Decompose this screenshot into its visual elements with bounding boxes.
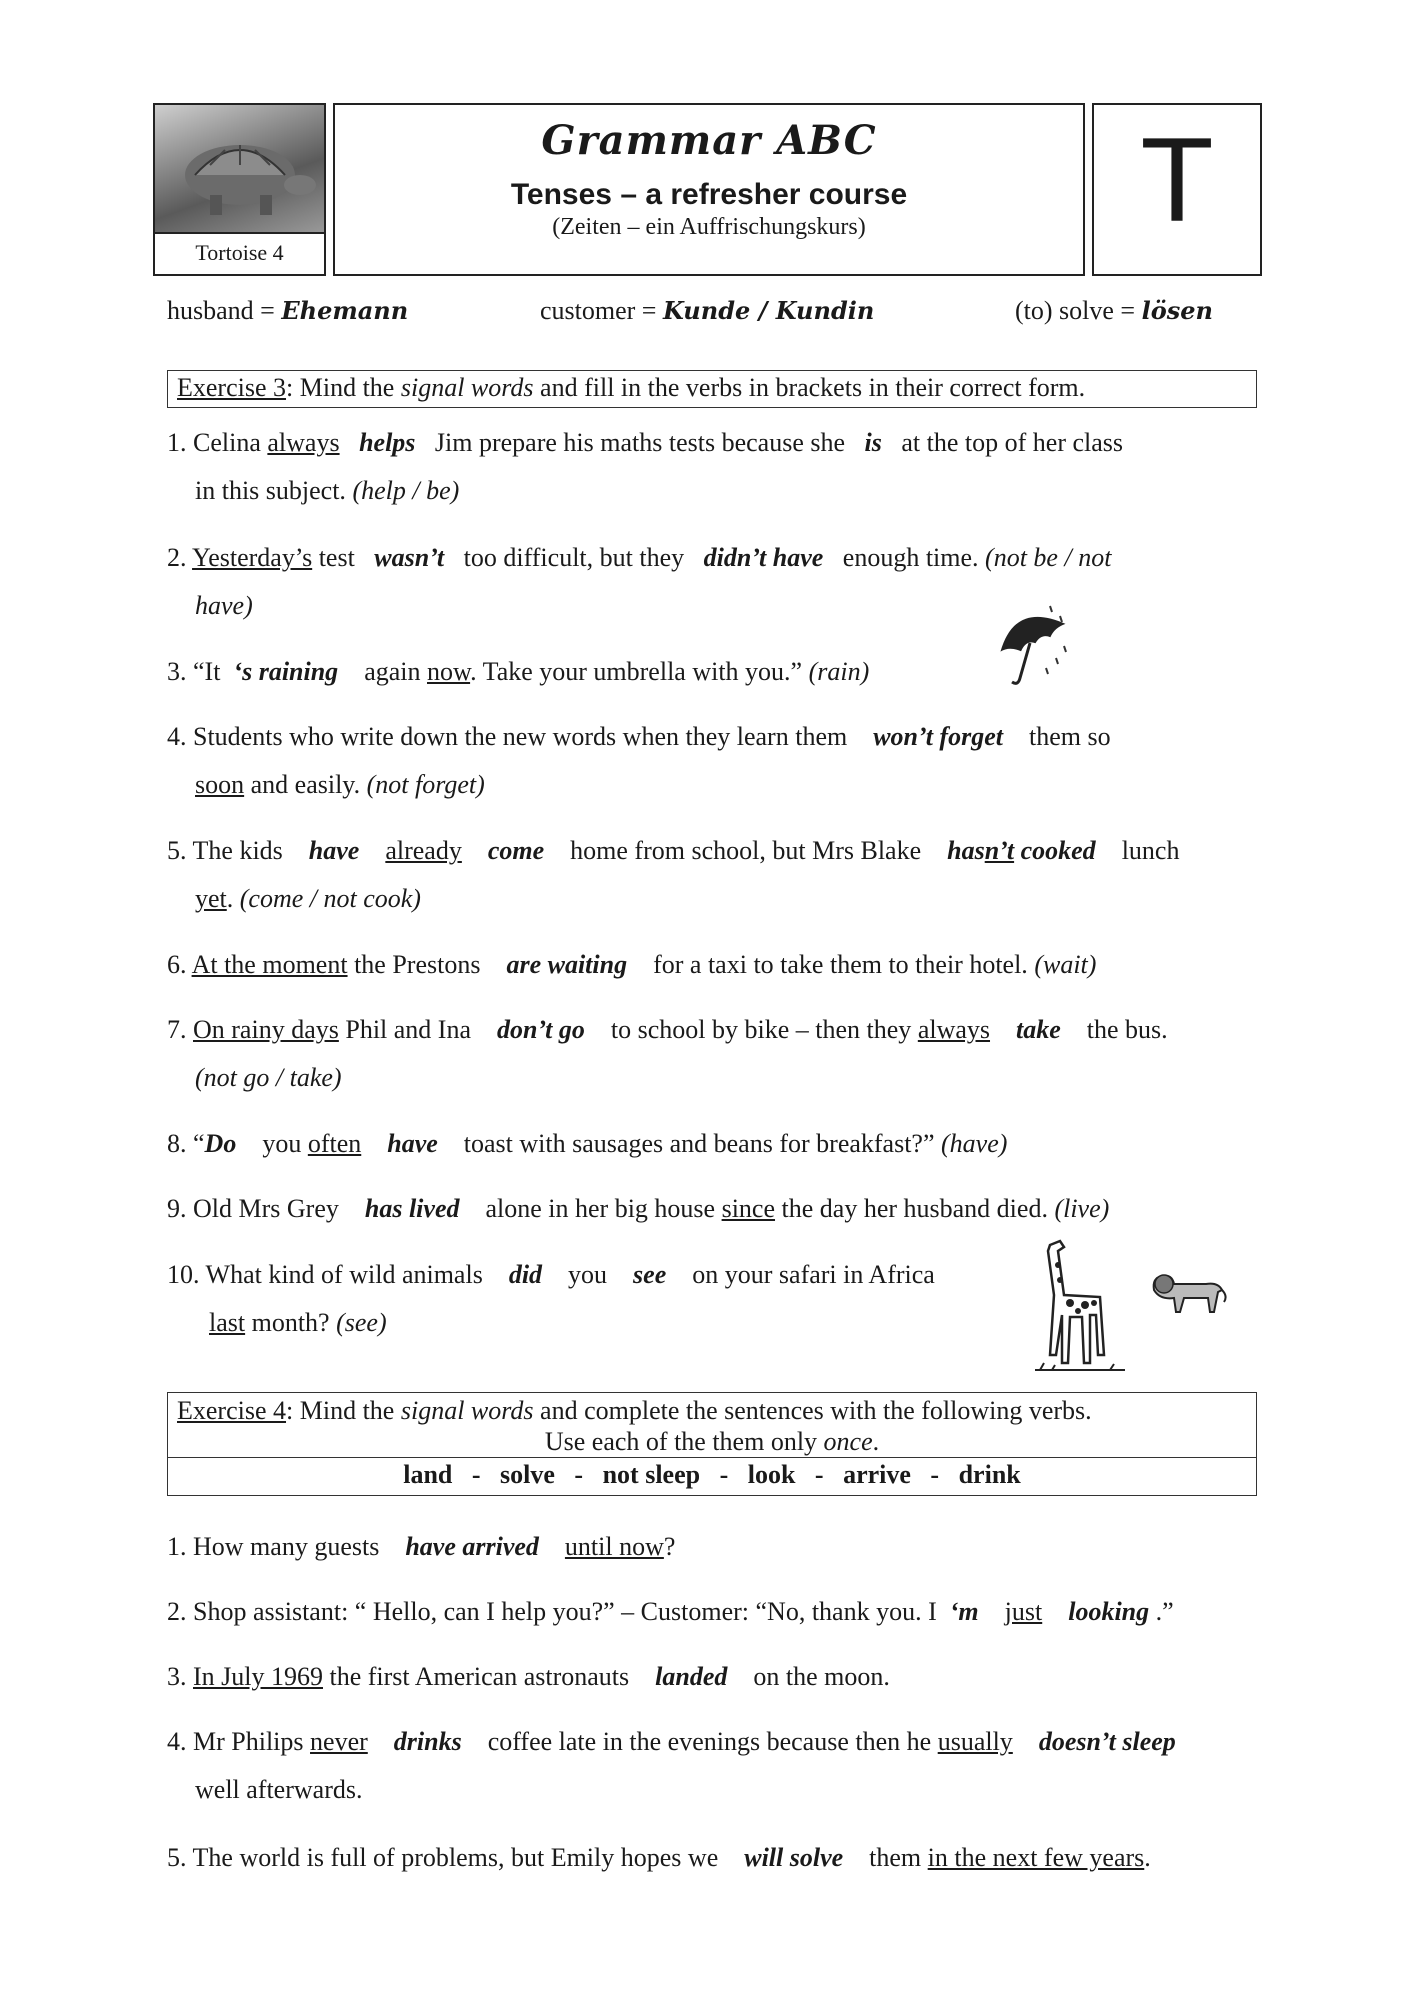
ex3-item-5-cont: yet. (come / not cook) [195,884,421,913]
ex3-item-1: 1. Celina always helps Jim prepare his maths tests because she is at the top of her class [167,428,1124,457]
ex3-item-4: 4. Students who write down the new words when they learn them won’t forget them so [167,722,1111,751]
ex4-verb-list: land - solve - not sleep - look - arrive - drink [168,1457,1256,1492]
lion-icon [1148,1270,1228,1323]
ex3-item-10: 10. What kind of wild animals did you see on your safari in Africa [167,1260,935,1289]
page-subtitle: Tenses – a refresher course [510,178,908,211]
tortoise-photo [155,105,324,235]
exercise-3-instructions: Exercise 3: Mind the signal words and fill in the verbs in brackets in their correct form. [167,370,1257,408]
umbrella-icon [990,598,1075,698]
ex4-instruction-line-2: Use each of the them only once. [544,1427,880,1456]
ex3-item-3: 3. “It ‘s raining again now. Take your umbrella with you.” (rain) [167,657,870,686]
ex3-item-10-cont: last month? (see) [209,1308,387,1337]
vocab-husband: husband = Ehemann [167,296,409,325]
ex4-item-1: 1. How many guests have arrived until now? [167,1532,676,1561]
ex4-item-4: 4. Mr Philips never drinks coffee late in the evenings because then he usually doesn’t sleep [167,1727,1176,1756]
ex4-instruction-line-1: Exercise 4: Mind the signal words and complete the sentences with the following verbs. [177,1396,1092,1425]
vocab-solve: (to) solve = lösen [1015,296,1213,325]
ex4-item-2: 2. Shop assistant: “ Hello, can I help you?” – Customer: “No, thank you. I ‘m just looking .” [167,1597,1174,1626]
vocab-customer: customer = Kunde / Kundin [540,296,875,325]
ex4-item-4-cont: well afterwards. [195,1775,363,1804]
photo-caption: Tortoise 4 [155,232,324,274]
giraffe-icon [1030,1235,1130,1380]
page-title: Grammar ABC [541,117,877,164]
tortoise-photo-box [153,103,326,276]
ex3-item-2: 2. Yesterday’s test wasn’t too difficult, but they didn’t have enough time. (not be / not [167,543,1112,572]
section-letter: T [1092,103,1262,276]
ex3-item-6: 6. At the moment the Prestons are waiting for a taxi to take them to their hotel. (wait) [167,950,1097,979]
ex3-item-9: 9. Old Mrs Grey has lived alone in her big house since the day her husband died. (live) [167,1194,1110,1223]
ex3-item-2-cont: have) [195,591,253,620]
ex3-item-8: 8. “Do you often have toast with sausages and beans for breakfast?” (have) [167,1129,1008,1158]
ex3-item-4-cont: soon and easily. (not forget) [195,770,485,799]
ex4-item-3: 3. In July 1969 the first American astronauts landed on the moon. [167,1662,890,1691]
ex3-item-1-cont: in this subject. (help / be) [195,476,460,505]
page-subtitle-german: (Zeiten – ein Auffrischungskurs) [552,214,866,240]
exercise-4-instructions [167,1392,1257,1496]
ex4-item-5: 5. The world is full of problems, but Emily hopes we will solve them in the next few years. [167,1843,1151,1872]
ex3-item-5: 5. The kids have already come home from school, but Mrs Blake hasn’t cooked lunch [167,836,1180,865]
title-box [333,103,1085,276]
ex3-item-7: 7. On rainy days Phil and Ina don’t go to school by bike – then they always take the bus. [167,1015,1168,1044]
ex3-item-7-cont: (not go / take) [195,1063,342,1092]
